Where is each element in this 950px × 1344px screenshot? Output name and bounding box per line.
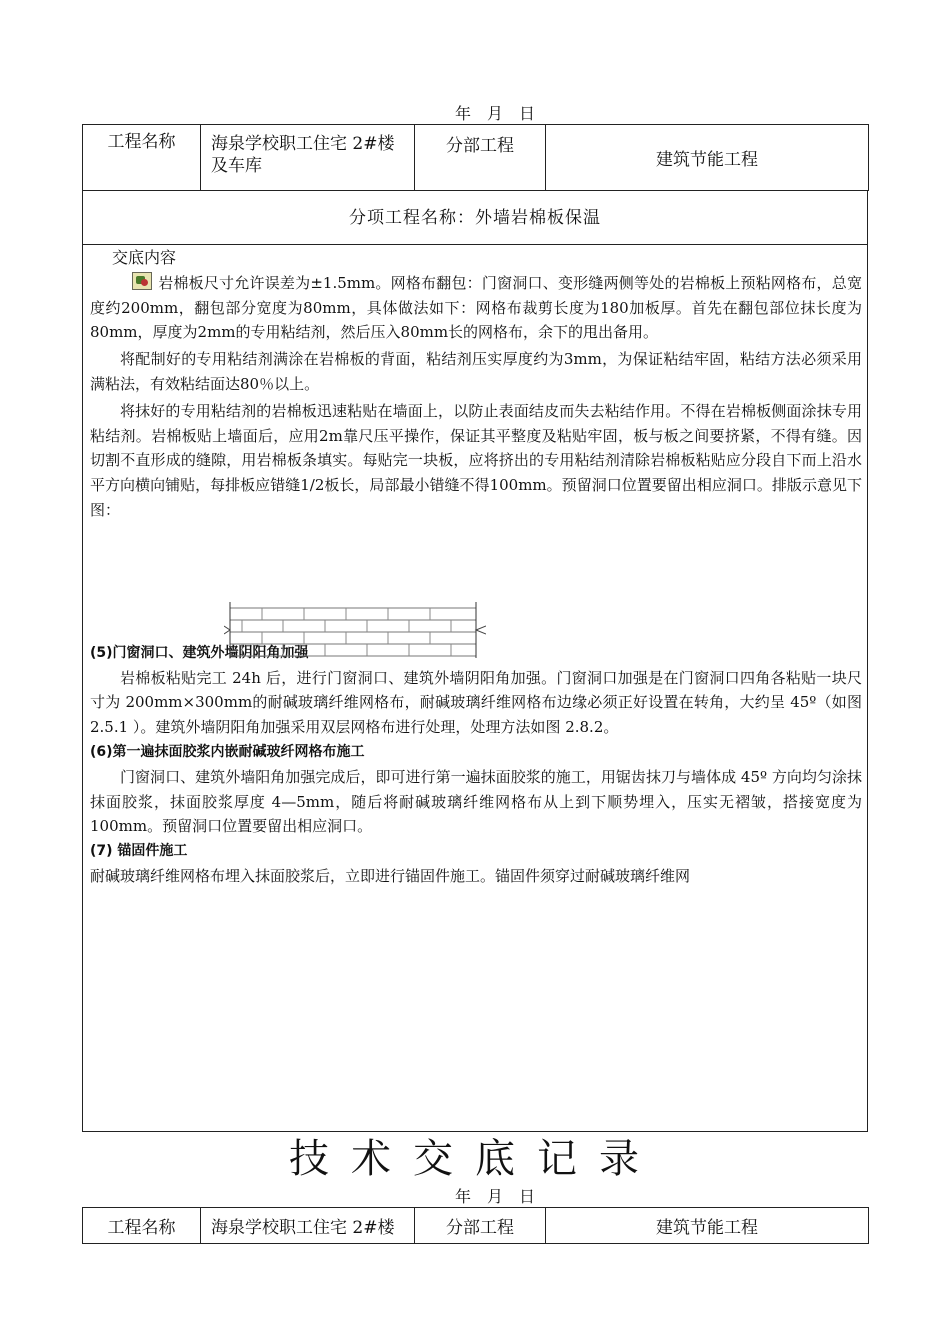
paragraph-1	[90, 271, 862, 345]
division-value-cell-2	[546, 1208, 869, 1244]
picture-icon	[132, 272, 152, 290]
division-value: 建筑节能工程	[656, 150, 758, 170]
paragraph-2: 将配制好的专用粘结剂满涂在岩棉板的背面，粘结剂压实厚度约为3mm，为保证粘结牢固，粘结方法必须采用满粘法，有效粘结面达80％以上。	[90, 350, 862, 393]
content-heading: 交底内容	[112, 248, 177, 267]
header-table	[82, 124, 869, 191]
project-name-label-cell-2	[83, 1208, 201, 1244]
paragraph-6: 门窗洞口、建筑外墙阳角加强完成后，即可进行第一遍抹面胶浆的施工，用锯齿抹刀与墙体成 45º 方向均匀涂抹抹面胶浆，抹面胶浆厚度 4—5mm，随后将耐碱玻璃纤维网格布从上到下顺势埋入，压实无褶皱，搭接宽度为 100mm。预留洞口位置要留出相应洞口。	[90, 767, 862, 836]
left-break-mark	[224, 626, 230, 634]
page-title: 技术交底记录	[289, 1136, 661, 1182]
project-name-value-cell-2	[201, 1208, 415, 1244]
paragraph-7: 耐碱玻璃纤维网格布埋入抹面胶浆后，立即进行锚固件施工。锚固件须穿过耐碱玻璃纤维网	[90, 866, 691, 885]
header-table-2	[82, 1207, 869, 1244]
project-name-label: 工程名称	[107, 132, 176, 152]
paragraph-1-text: 岩棉板尺寸允许误差为±1.5mm。网格布翻包：门窗洞口、变形缝两侧等处的岩棉板上预粘网格布，总宽度约200mm，翻包部分宽度为80mm，具体做法如下：网格布裁剪长度为180加板厚。首先在翻包部位抹长度为80mm，厚度为2mm的专用粘结剂，然后压入80mm长的网格布，余下的甩出备用。	[90, 273, 862, 342]
division-label: 分部工程	[446, 136, 514, 156]
date-day-label-2: 日	[519, 1187, 538, 1206]
paragraph-3: 将抹好的专用粘结剂的岩棉板迅速粘贴在墙面上，以防止表面结皮而失去粘结作用。不得在岩棉板侧面涂抹专用粘结剂。岩棉板贴上墙面后，应用2m靠尺压平操作，保证其平整度及粘贴牢固，板与板之间要挤紧，不得有缝。因切割不直形成的缝隙，用岩棉板条填实。每贴完一块板，应将挤出的专用粘结剂清除岩棉板粘贴应分段自下而上沿水平方向横向铺贴，每排板应错缝1/2板长，局部最小错缝不得100mm。预留洞口位置要留出相应洞口。排版示意见下图：	[90, 401, 862, 519]
project-name-label-cell	[83, 125, 201, 191]
date-day-label: 日	[519, 104, 538, 123]
date-year-label: 年	[455, 104, 474, 123]
division-value-2: 建筑节能工程	[656, 1218, 758, 1238]
division-value-cell	[546, 125, 869, 191]
board-grid	[230, 602, 476, 658]
paragraph-5: 岩棉板粘贴完工 24h 后，进行门窗洞口、建筑外墙阴阳角加强。门窗洞口加强是在门窗洞口四角各粘贴一块尺寸为 200mm×300mm的耐碱玻璃纤维网格布，耐碱玻璃纤维网格布边缘必须正好设置在转角，大约呈 45º（如图 2.5.1 ）。建筑外墙阴阳角加强采用双层网格布进行处理，处理方法如图 2.8.2。	[90, 668, 862, 737]
subitem-title: 分项工程名称：外墙岩棉板保温	[83, 192, 867, 245]
date-month-label: 月	[487, 104, 506, 123]
date-line	[455, 101, 551, 124]
heading-6: (6)第一遍抹面胶浆内嵌耐碱玻纤网格布施工	[90, 743, 365, 760]
heading-7: (7) 锚固件施工	[90, 843, 188, 860]
right-break-mark	[476, 626, 486, 634]
division-label-cell-2	[415, 1208, 546, 1244]
project-name-label-2: 工程名称	[107, 1218, 176, 1238]
project-name-value-cell	[201, 125, 415, 191]
project-name-value: 海泉学校职工住宅 2#楼及车库	[211, 134, 395, 176]
date-year-label-2: 年	[455, 1187, 474, 1206]
date-line-2	[455, 1184, 551, 1207]
division-label-2: 分部工程	[446, 1218, 514, 1238]
content-body	[90, 246, 862, 889]
project-name-value-2: 海泉学校职工住宅 2#楼	[211, 1218, 395, 1238]
heading-5: (5)门窗洞口、建筑外墙阴阳角加强	[90, 644, 309, 661]
board-layout-diagram	[224, 602, 486, 660]
division-label-cell	[415, 125, 546, 191]
date-month-label-2: 月	[487, 1187, 506, 1206]
